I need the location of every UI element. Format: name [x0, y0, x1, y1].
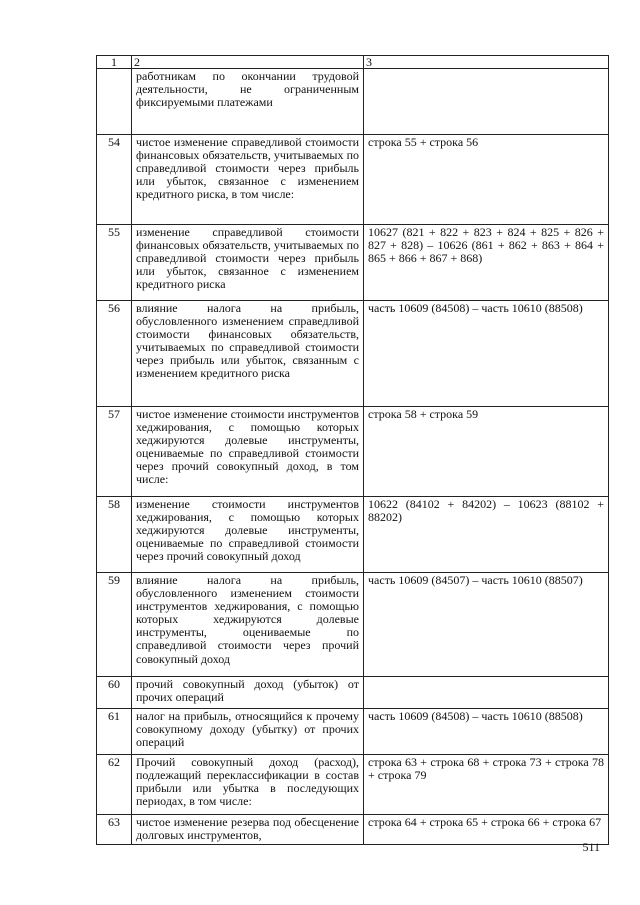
- row-number: [97, 69, 132, 135]
- table-row: [97, 225, 609, 301]
- table-row: [97, 755, 609, 815]
- row-number: 62: [97, 755, 132, 815]
- row-number: 56: [97, 301, 132, 407]
- row-number: 55: [97, 225, 132, 301]
- row-formula: строка 63 + строка 68 + строка 73 + строка 78 + строка 79: [364, 755, 609, 815]
- row-formula: строка 55 + строка 56: [364, 135, 609, 225]
- row-name: влияние налога на прибыль, обусловленного изменением стоимости инструментов хеджирования, с помощью которых хеджируются долевые инструменты, оцениваемые по справедливой стоимости через прочий совокупный доход: [132, 573, 364, 677]
- row-name: прочий совокупный доход (убыток) от прочих операций: [132, 677, 364, 709]
- row-formula: часть 10609 (84507) – часть 10610 (88507): [364, 573, 609, 677]
- row-formula: [364, 677, 609, 709]
- row-name: Прочий совокупный доход (расход), подлежащий переклассификации в состав прибыли или убытка в последующих периодах, в том числе:: [132, 755, 364, 815]
- row-number: 58: [97, 497, 132, 573]
- header-col-3: 3: [364, 56, 609, 69]
- row-number: 63: [97, 815, 132, 845]
- table-row: [97, 497, 609, 573]
- row-name: чистое изменение резерва под обесценение долговых инструментов,: [132, 815, 364, 845]
- header-col-2: 2: [132, 56, 364, 69]
- row-formula: 10627 (821 + 822 + 823 + 824 + 825 + 826 + 827 + 828) – 10626 (861 + 862 + 863 + 864 + 865 + 866 + 867 + 868): [364, 225, 609, 301]
- row-formula: строка 64 + строка 65 + строка 66 + строка 67: [364, 815, 609, 845]
- row-number: 54: [97, 135, 132, 225]
- table-header-row: [97, 56, 609, 69]
- row-name: чистое изменение справедливой стоимости финансовых обязательств, учитываемых по справедливой стоимости через прибыль или убыток, связанное с изменением кредитного риска, в том числе:: [132, 135, 364, 225]
- row-formula: 10622 (84102 + 84202) – 10623 (88102 + 88202): [364, 497, 609, 573]
- row-name: влияние налога на прибыль, обусловленного изменением справедливой стоимости финансовых обязательств, учитываемых по справедливой стоимости через прибыль или убыток, связанным с изменением кредитного риска: [132, 301, 364, 407]
- row-formula: часть 10609 (84508) – часть 10610 (88508): [364, 709, 609, 755]
- table-row: [97, 709, 609, 755]
- table-row: [97, 301, 609, 407]
- header-col-1: 1: [97, 56, 132, 69]
- row-name: изменение справедливой стоимости финансовых обязательств, учитываемых по справедливой стоимости через прибыль или убыток, связанное с изменением кредитного риска: [132, 225, 364, 301]
- row-name: чистое изменение стоимости инструментов хеджирования, с помощью которых хеджируются долевые инструменты, оцениваемые по справедливой стоимости через прочий совокупный доход, в том числе:: [132, 407, 364, 497]
- row-name: изменение стоимости инструментов хеджирования, с помощью которых хеджируются долевые инструменты, оцениваемые по справедливой стоимости через прочий совокупный доход: [132, 497, 364, 573]
- row-number: 61: [97, 709, 132, 755]
- row-formula: строка 58 + строка 59: [364, 407, 609, 497]
- row-number: 59: [97, 573, 132, 677]
- row-number: 57: [97, 407, 132, 497]
- row-formula: [364, 69, 609, 135]
- table-row: [97, 815, 609, 845]
- row-name: работникам по окончании трудовой деятельности, не ограниченным фиксируемыми платежами: [132, 69, 364, 135]
- table-row: [97, 677, 609, 709]
- table-row: [97, 573, 609, 677]
- table-row: [97, 135, 609, 225]
- table-row: [97, 69, 609, 135]
- row-number: 60: [97, 677, 132, 709]
- table-row: [97, 407, 609, 497]
- row-formula: часть 10609 (84508) – часть 10610 (88508): [364, 301, 609, 407]
- page-number: 511: [582, 840, 600, 854]
- row-name: налог на прибыль, относящийся к прочему совокупному доходу (убытку) от прочих операций: [132, 709, 364, 755]
- document-table: [96, 55, 609, 845]
